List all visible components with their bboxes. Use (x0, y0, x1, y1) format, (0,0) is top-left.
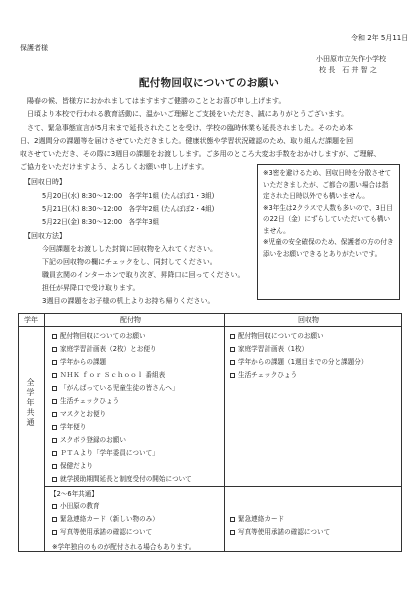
distributed-item[interactable]: スクボラ登録のお願い (52, 436, 126, 444)
method-line: 今回課題をお渡しした封筒に回収物を入れてください。 (42, 245, 217, 253)
method-heading: 【回収方法】 (24, 232, 66, 240)
checkbox[interactable] (52, 386, 57, 391)
method-line: 下記の回収物の欄にチェックをし、同封してください。 (42, 258, 217, 266)
distributed-item[interactable]: マスクとお便り (52, 410, 106, 418)
note: ※3年生は2クラスで人数も多いので、3日目の22日（金）にずらしていただいても構いません。 (263, 203, 393, 235)
column-header-collected: 回収物 (298, 316, 319, 324)
schedule-row: 5月22日(金) 8:30～12:00 各学年3組 (42, 218, 160, 226)
checkbox[interactable] (52, 373, 57, 378)
intro-line: 日、2週間分の課題等を届けさせていただきました。健康状態や学習状況確認のため、取り組んだ課題を回 (20, 137, 354, 145)
collected-item[interactable]: 家庭学習計画表（1枚） (230, 345, 308, 353)
method-line: 担任が昇降口で受け取ります。 (42, 284, 140, 292)
schedule-row: 5月21日(木) 8:30～12:00 各学年2組 (たんぽぽ2・4組) (42, 205, 215, 213)
checkbox[interactable] (52, 360, 57, 365)
checkbox[interactable] (230, 373, 235, 378)
distributed-item[interactable]: 配付物回収についてのお願い (52, 332, 146, 340)
checkbox[interactable] (52, 334, 57, 339)
distributed-item[interactable]: 写真等使用承諾の確認について (52, 528, 152, 536)
collected-item[interactable]: 配付物回収についてのお願い (230, 332, 324, 340)
distributed-item[interactable]: 小田原の教育 (52, 502, 100, 510)
schedule-heading: 【回収日時】 (24, 178, 66, 186)
distributed-item[interactable]: 家庭学習計画表（2枚）とお便り (52, 345, 157, 353)
checkbox[interactable] (230, 334, 235, 339)
checkbox[interactable] (52, 504, 57, 509)
column-header-distributed: 配付物 (120, 316, 141, 324)
document-title: 配付物回収についてのお願い (139, 77, 280, 89)
date: 令和 2年 5月11日 (351, 34, 409, 42)
school-name: 小田原市立矢作小学校 (316, 55, 386, 63)
checkbox[interactable] (52, 530, 57, 535)
checkbox[interactable] (230, 347, 235, 352)
note: ※児童の安全確保のため、保護者の方の付き添いをお願いできるとありがたいです。 (263, 238, 394, 258)
distributed-item[interactable]: 学年便り (52, 423, 86, 431)
intro-line: さて、緊急事態宣言が5月末まで延長されたことを受け、学校の臨時休業も延長されました。そのため本 (20, 124, 354, 132)
principal-name: 校 長 石 井 智 之 (319, 66, 377, 74)
checkbox[interactable] (230, 530, 235, 535)
table-footnote: ※学年独自のものが配付される場合もあります。 (52, 543, 196, 551)
distributed-item[interactable]: 緊急連絡カード（新しい物のみ） (52, 515, 159, 523)
distributed-item[interactable]: 保健だより (52, 462, 93, 470)
checkbox[interactable] (230, 517, 235, 522)
checkbox[interactable] (230, 360, 235, 365)
distributed-item[interactable]: 「がんばっている児童生徒の皆さんへ」 (52, 384, 179, 392)
recipient: 保護者様 (20, 44, 48, 52)
checkbox[interactable] (52, 477, 57, 482)
distributed-item[interactable]: 生活チェックひょう (52, 397, 119, 405)
checkbox[interactable] (52, 399, 57, 404)
method-line: 職員玄関のインターホンで取り次ぎ、昇降口に回ってください。 (42, 271, 245, 279)
distributed-item[interactable]: 就学援助期間延長と制度受付の開始について (52, 475, 192, 483)
notes-box (257, 164, 400, 300)
intro-line: ご協力をいただけますよう、よろしくお願い申し上げます。 (20, 163, 209, 171)
column-header-grade: 学年 (24, 316, 38, 324)
sub-section-heading: 【2～6年共通】 (50, 490, 98, 498)
schedule-row: 5月20日(水) 8:30～12:00 各学年1組 (たんぽぽ1・3組) (42, 192, 215, 200)
grade-all-label: 全学年共通 (26, 378, 35, 428)
distributed-item[interactable]: 学年からの課題 (52, 358, 106, 366)
intro-line: 陽春の候、皆様方におかれましてはますますご健勝のこととお喜び申し上げます。 (20, 97, 286, 105)
note: ※3密を避けるため、回収日時を分散させていただきましたが、ご都合の悪い場合は指定された日時以外でも構いません。 (263, 169, 392, 200)
distributed-item[interactable]: ＰＴＡより「学年委員について」 (52, 449, 159, 457)
checkbox[interactable] (52, 517, 57, 522)
distributed-item[interactable]: ＮＨＫ ｆｏｒ Ｓｃｈｏｏｌ 番組表 (52, 371, 165, 379)
collected-item[interactable]: 学年からの課題（1週目までの分と課題分） (230, 358, 367, 366)
collected-item[interactable]: 写真等使用承諾の確認について (230, 528, 330, 536)
method-line: 3週目の課題をお子様の机上よりお持ち帰りください。 (42, 297, 215, 305)
intro-line: 日頃より本校で行われる教育活動に、温かいご理解とご支援をいただき、誠にありがとうございます。 (20, 110, 349, 118)
checkbox[interactable] (52, 438, 57, 443)
collected-item[interactable]: 緊急連絡カード (230, 515, 284, 523)
checkbox[interactable] (52, 347, 57, 352)
checkbox[interactable] (52, 451, 57, 456)
intro-line: 収させていただき、その際に3週目の課題をお渡しします。ご多用のところ大変お手数をおかけしますが、ご理解、 (20, 150, 381, 158)
checkbox[interactable] (52, 464, 57, 469)
checkbox[interactable] (52, 425, 57, 430)
collected-item[interactable]: 生活チェックひょう (230, 371, 297, 379)
checkbox[interactable] (52, 412, 57, 417)
